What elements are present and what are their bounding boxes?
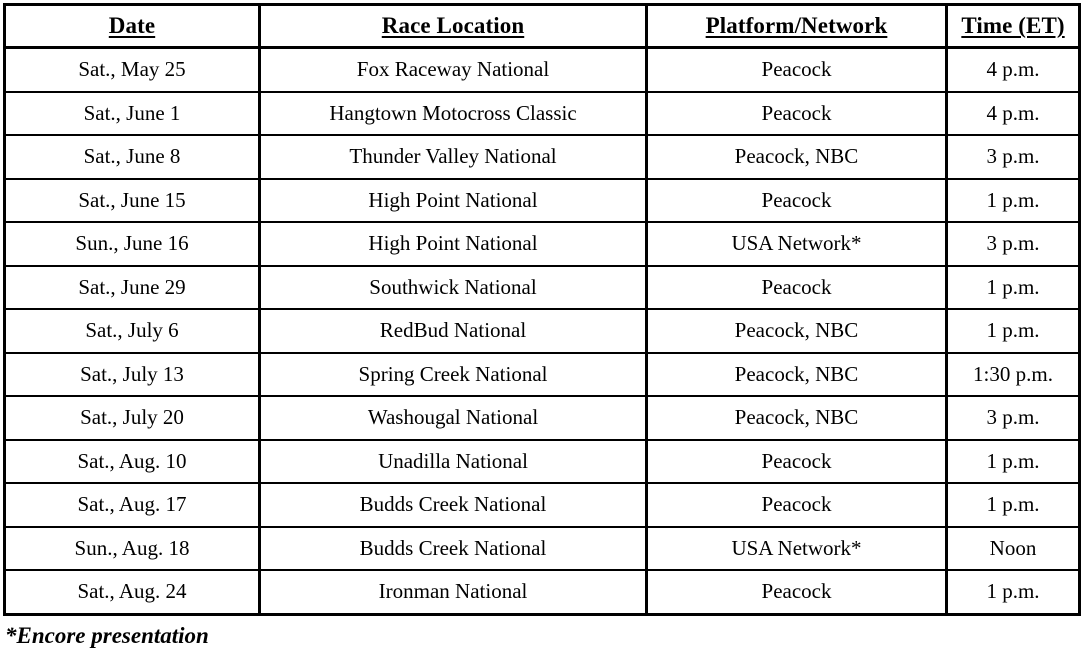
cell-time: 1 p.m. <box>947 483 1080 527</box>
cell-location: Ironman National <box>260 570 647 614</box>
cell-time: 1:30 p.m. <box>947 353 1080 397</box>
cell-location: High Point National <box>260 222 647 266</box>
header-row <box>5 5 1080 48</box>
column-header-time-label: Time (ET) <box>961 13 1065 38</box>
cell-location: Budds Creek National <box>260 483 647 527</box>
cell-date: Sat., Aug. 24 <box>5 570 260 614</box>
cell-platform: Peacock <box>647 440 947 484</box>
cell-date: Sun., Aug. 18 <box>5 527 260 571</box>
cell-platform: Peacock <box>647 266 947 310</box>
table-row <box>5 48 1080 92</box>
column-header-platform-label: Platform/Network <box>705 13 888 38</box>
cell-platform: Peacock <box>647 483 947 527</box>
column-header-date <box>5 5 260 48</box>
cell-location: Unadilla National <box>260 440 647 484</box>
cell-time: 1 p.m. <box>947 440 1080 484</box>
footnote: *Encore presentation <box>5 622 209 648</box>
table-row <box>5 135 1080 179</box>
cell-time: 3 p.m. <box>947 222 1080 266</box>
cell-date: Sun., June 16 <box>5 222 260 266</box>
cell-time: 4 p.m. <box>947 48 1080 92</box>
table-row <box>5 483 1080 527</box>
cell-platform: Peacock <box>647 179 947 223</box>
race-schedule-table <box>3 3 1081 616</box>
cell-time: Noon <box>947 527 1080 571</box>
table-row <box>5 570 1080 614</box>
cell-time: 1 p.m. <box>947 266 1080 310</box>
cell-date: Sat., June 8 <box>5 135 260 179</box>
cell-platform: Peacock <box>647 570 947 614</box>
cell-date: Sat., Aug. 17 <box>5 483 260 527</box>
cell-date: Sat., Aug. 10 <box>5 440 260 484</box>
table-row <box>5 266 1080 310</box>
cell-date: Sat., June 15 <box>5 179 260 223</box>
cell-location: Budds Creek National <box>260 527 647 571</box>
cell-platform: Peacock, NBC <box>647 309 947 353</box>
cell-time: 1 p.m. <box>947 309 1080 353</box>
cell-time: 3 p.m. <box>947 135 1080 179</box>
cell-location: Thunder Valley National <box>260 135 647 179</box>
cell-location: Hangtown Motocross Classic <box>260 92 647 136</box>
column-header-time <box>947 5 1080 48</box>
cell-location: Southwick National <box>260 266 647 310</box>
table-row <box>5 353 1080 397</box>
cell-platform: Peacock <box>647 92 947 136</box>
cell-platform: Peacock, NBC <box>647 135 947 179</box>
table-row <box>5 179 1080 223</box>
cell-location: High Point National <box>260 179 647 223</box>
table-row <box>5 222 1080 266</box>
table-row <box>5 92 1080 136</box>
cell-platform: USA Network* <box>647 527 947 571</box>
cell-platform: Peacock, NBC <box>647 353 947 397</box>
table-header <box>5 5 1080 48</box>
table-body <box>5 48 1080 615</box>
cell-date: Sat., June 1 <box>5 92 260 136</box>
table-row <box>5 396 1080 440</box>
cell-time: 3 p.m. <box>947 396 1080 440</box>
column-header-location-label: Race Location <box>381 13 525 38</box>
cell-time: 4 p.m. <box>947 92 1080 136</box>
cell-platform: Peacock <box>647 48 947 92</box>
cell-platform: USA Network* <box>647 222 947 266</box>
table-row <box>5 527 1080 571</box>
cell-time: 1 p.m. <box>947 179 1080 223</box>
cell-location: Fox Raceway National <box>260 48 647 92</box>
table-row <box>5 309 1080 353</box>
column-header-date-label: Date <box>108 13 156 38</box>
cell-date: Sat., July 13 <box>5 353 260 397</box>
column-header-location <box>260 5 647 48</box>
cell-location: Washougal National <box>260 396 647 440</box>
column-header-platform <box>647 5 947 48</box>
cell-location: RedBud National <box>260 309 647 353</box>
cell-location: Spring Creek National <box>260 353 647 397</box>
cell-date: Sat., July 6 <box>5 309 260 353</box>
cell-date: Sat., July 20 <box>5 396 260 440</box>
cell-date: Sat., June 29 <box>5 266 260 310</box>
cell-platform: Peacock, NBC <box>647 396 947 440</box>
table-row <box>5 440 1080 484</box>
cell-time: 1 p.m. <box>947 570 1080 614</box>
cell-date: Sat., May 25 <box>5 48 260 92</box>
